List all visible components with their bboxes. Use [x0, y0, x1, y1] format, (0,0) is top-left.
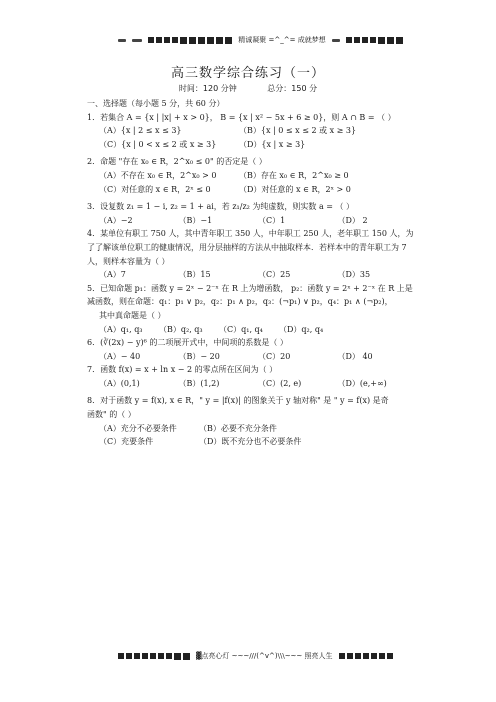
decor-squares	[339, 653, 393, 659]
question-5-stem: 5．已知命题 p₁：函数 y = 2ˣ − 2⁻ˣ 在 R 上为增函数， p₂：函数 y = 2ˣ + 2⁻ˣ 在 R 上是	[87, 283, 413, 293]
option-a: （A）7	[99, 270, 126, 280]
question-2-stem: 2．命题 "存在 x₀ ∈ R，2^x₀ ≤ 0" 的否定是（ ）	[87, 157, 267, 167]
question-3-options	[87, 214, 417, 228]
option-b: （B）15	[178, 270, 211, 280]
decor-bar	[118, 39, 126, 42]
page-title: 高三数学综合练习（一）	[170, 66, 325, 81]
option-c: （C）{x | 0 < x ≤ 2 或 x ≥ 3}	[99, 139, 217, 149]
option-c: （C）q₁, q₄	[219, 324, 263, 334]
question-6-options	[87, 350, 417, 364]
footer-banner-text: ▓点亮心灯 ~~~///(^v^)\\\~~~ 照亮人生	[196, 652, 333, 660]
header-banner-text: 精诚凝聚 =^_^= 成就梦想	[238, 36, 326, 44]
question-8-stem-cont: 函数" 的（ ）	[87, 410, 136, 420]
option-b: （B）存在 x₀ ∈ R，2^x₀ ≥ 0	[239, 170, 349, 180]
option-d: （D） 40	[337, 351, 373, 361]
question-1-options	[87, 124, 417, 138]
question-8-options	[87, 422, 417, 436]
question-8-stem: 8．对于函数 y = f(x), x ∈ R，" y = |f(x)| 的图象关于 y 轴对称" 是 " y = f(x) 是奇	[87, 396, 389, 406]
decor-bar	[132, 39, 142, 42]
question-8-options	[87, 435, 417, 449]
section-heading: 一、选择题（每小题 5 分，共 60 分）	[87, 99, 225, 108]
question-3-stem: 3．设复数 z₁ = 1 − i, z₂ = 1 + ai，若 z₁/z₂ 为纯虚数，则实数 a = （ ）	[87, 202, 355, 212]
option-b: （B）{x | 0 ≤ x ≤ 2 或 x ≥ 3}	[239, 126, 357, 136]
question-5-stem-end: 其中真命题是（ ）	[99, 310, 166, 320]
question-4-stem: 4．某单位有职工 750 人，其中青年职工 350 人，中年职工 250 人，老年职工 150 人，为了了解该单位职工的健康情况，用分层抽样的方法从中抽取样本．若样本中的青年职工为 7 人，则样本容量为（ ）	[87, 229, 414, 266]
option-a: （A）(0,1)	[99, 378, 140, 388]
option-d: （D）35	[337, 270, 371, 280]
question-2-options	[87, 183, 417, 197]
option-d: （D）对任意的 x ∈ R，2ˣ > 0	[239, 184, 351, 194]
option-a: （A）q₁, q₃	[99, 324, 143, 334]
option-d: （D）q₂, q₄	[279, 324, 324, 334]
decor-squares	[148, 37, 232, 44]
footer-banner	[118, 650, 418, 662]
total-score: 总分：150 分	[267, 84, 318, 93]
question-1-options	[87, 138, 417, 152]
question-2-options	[87, 169, 417, 183]
option-b: （B）−1	[178, 215, 213, 225]
exam-meta	[0, 83, 496, 94]
decor-bar	[332, 39, 340, 42]
option-c: （C）充要条件	[99, 437, 154, 447]
decor-squares	[118, 653, 190, 660]
header-banner	[118, 34, 403, 46]
question-5-options	[87, 323, 417, 337]
question-1-stem: 1．若集合 A = {x | |x| + x > 0}， B = {x | x² − 5x + 6 ≥ 0}，则 A ∩ B = （ ）	[87, 112, 396, 122]
question-7-stem: 7．函数 f(x) = x + ln x − 2 的零点所在区间为（ ）	[87, 365, 278, 375]
time-limit: 时间：120 分钟	[178, 84, 237, 93]
option-b: （B）(1,2)	[178, 378, 220, 388]
option-a: （A）−2	[99, 215, 133, 225]
option-a: （A）{x | 2 ≤ x ≤ 3}	[99, 126, 182, 136]
option-d: （D）(e,+∞)	[337, 378, 387, 388]
option-a: （A）充分不必要条件	[99, 423, 177, 433]
question-5-stem-cont: 减函数，则在命题：q₁：p₁ ∨ p₂，q₂：p₁ ∧ p₂，q₃：(¬p₁) ∨ p₂，q₄：p₁ ∧ (¬p₂)，	[87, 297, 393, 307]
option-b: （B）q₂, q₃	[159, 324, 203, 334]
option-c: （C）25	[258, 270, 291, 280]
option-a: （A）不存在 x₀ ∈ R，2^x₀ > 0	[99, 170, 217, 180]
decor-squares	[346, 37, 403, 44]
option-b: （B）− 20	[178, 351, 220, 361]
option-d: （D）既不充分也不必要条件	[199, 437, 302, 447]
question-7-options	[87, 377, 417, 391]
question-6-stem: 6．(∛(2x) − y)⁶ 的二项展开式中，中间项的系数是（ ）	[87, 338, 288, 348]
option-b: （B）必要不充分条件	[199, 423, 277, 433]
option-d: （D）{x | x ≥ 3}	[239, 139, 306, 149]
question-4-options	[87, 268, 417, 282]
option-d: （D） 2	[337, 215, 368, 225]
question-list	[87, 97, 417, 449]
option-c: （C）1	[258, 215, 286, 225]
option-c: （C）20	[258, 351, 291, 361]
option-c: （C）对任意的 x ∈ R，2ˣ ≤ 0	[99, 184, 211, 194]
option-a: （A）− 40	[99, 351, 141, 361]
option-c: （C）(2, e)	[258, 378, 302, 388]
